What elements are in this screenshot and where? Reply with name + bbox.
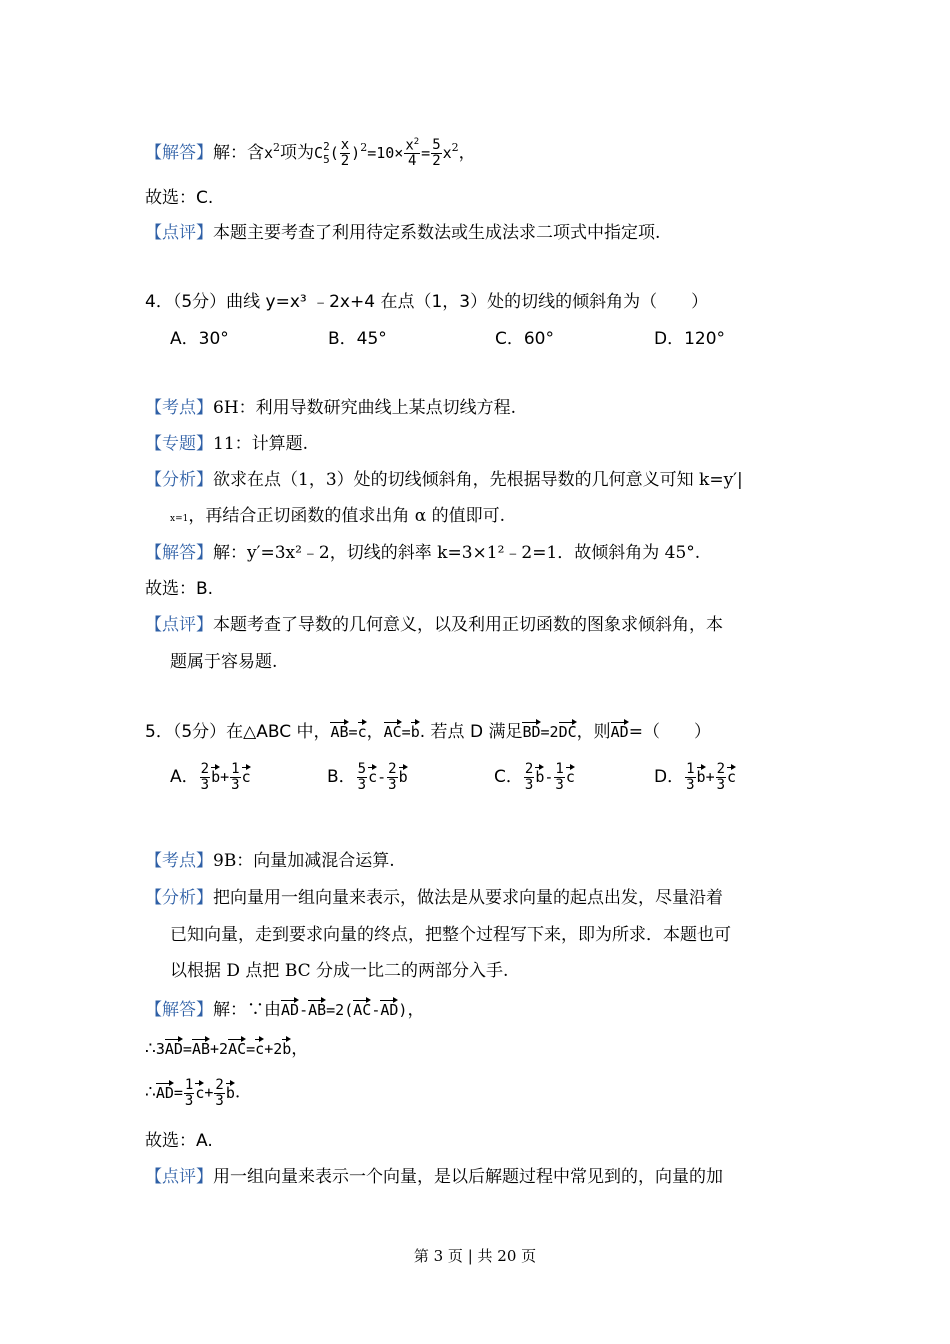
q4-option-c: C．60°: [495, 329, 555, 349]
question-5-stem: 5．（5分）在△ABC 中，AB=c，AC=b. 若点 D 满足BD=2DC，则AD=（ ）: [145, 722, 711, 742]
q5-answer-2: ∴3AD=AB+2AC=c+2b，: [145, 1039, 309, 1059]
q5-answer-3: ∴AD= $\frac{1}{3}$ c+ $\frac{2}{3}$ b.: [145, 1077, 241, 1109]
q4-option-b: B．45°: [328, 329, 387, 349]
choice-q3: 故选：C.: [145, 188, 214, 208]
q4-option-a: A．30°: [170, 329, 229, 349]
q5-fenxi-1: 【分析】把向量用一组向量来表示，做法是从要求向量的起点出发，尽量沿着: [145, 888, 723, 908]
q5-option-d: D． $\frac{1}{3}$ b+ $\frac{2}{3}$ c: [654, 761, 737, 793]
q5-fenxi-3: 以根据 D 点把 BC 分成一比二的两部分入手.: [170, 961, 509, 981]
q5-answer-1: 【解答】解：∵由AD-AB=2(AC-AD)，: [145, 1000, 425, 1020]
q4-choice: 故选：B.: [145, 579, 214, 599]
q5-fenxi-2: 已知向量，走到要求向量的终点，把整个过程写下来，即为所求．本题也可: [170, 925, 731, 945]
q5-option-a: A． $\frac{2}{3}$ b+ $\frac{1}{3}$ c: [170, 761, 251, 793]
q4-zhuanti: 【专题】11：计算题.: [145, 434, 309, 454]
q4-option-d: D．120°: [654, 329, 726, 349]
q5-kaodian: 【考点】9B：向量加减混合运算.: [145, 851, 395, 871]
tag-answer: 【解答】: [145, 143, 213, 164]
q4-fenxi-1: 【分析】欲求在点（1，3）处的切线倾斜角，先根据导数的几何意义可知 k=y′|: [145, 470, 743, 490]
q5-option-c: C． $\frac{2}{3}$ b- $\frac{1}{3}$ c: [494, 761, 575, 793]
q4-kaodian: 【考点】6H：利用导数研究曲线上某点切线方程.: [145, 398, 517, 418]
question-4-stem: 4．（5分）曲线 y=x³ ﹣2x+4 在点（1，3）处的切线的倾斜角为（ ）: [145, 292, 709, 312]
answer-line-q3: 【解答】解：含$x^2$项为C 2 5 ( $\frac{x}{2}$ )$^2$=10× $\frac{x^2}{4}$ = $\frac{5}{2}$ $x^2$，: [145, 137, 476, 170]
q5-option-b: B． $\frac{5}{3}$ c- $\frac{2}{3}$ b: [327, 761, 408, 793]
comment-q3: 【点评】本题主要考查了利用待定系数法或生成法求二项式中指定项.: [145, 223, 661, 243]
q5-comment: 【点评】用一组向量来表示一个向量，是以后解题过程中常见到的，向量的加: [145, 1167, 723, 1187]
q4-answer: 【解答】解：y′=3x²﹣2，切线的斜率 k=3×1²﹣2=1．故倾斜角为 45°.: [145, 543, 701, 563]
q4-fenxi-2: x=1，再结合正切函数的值求出角 α 的值即可.: [170, 506, 506, 526]
page-footer: 第 3 页 | 共 20 页: [413, 1247, 537, 1265]
q4-comment-1: 【点评】本题考查了导数的几何意义，以及利用正切函数的图象求倾斜角，本: [145, 615, 723, 635]
q5-choice: 故选：A.: [145, 1131, 213, 1151]
q4-comment-2: 题属于容易题.: [170, 652, 278, 672]
